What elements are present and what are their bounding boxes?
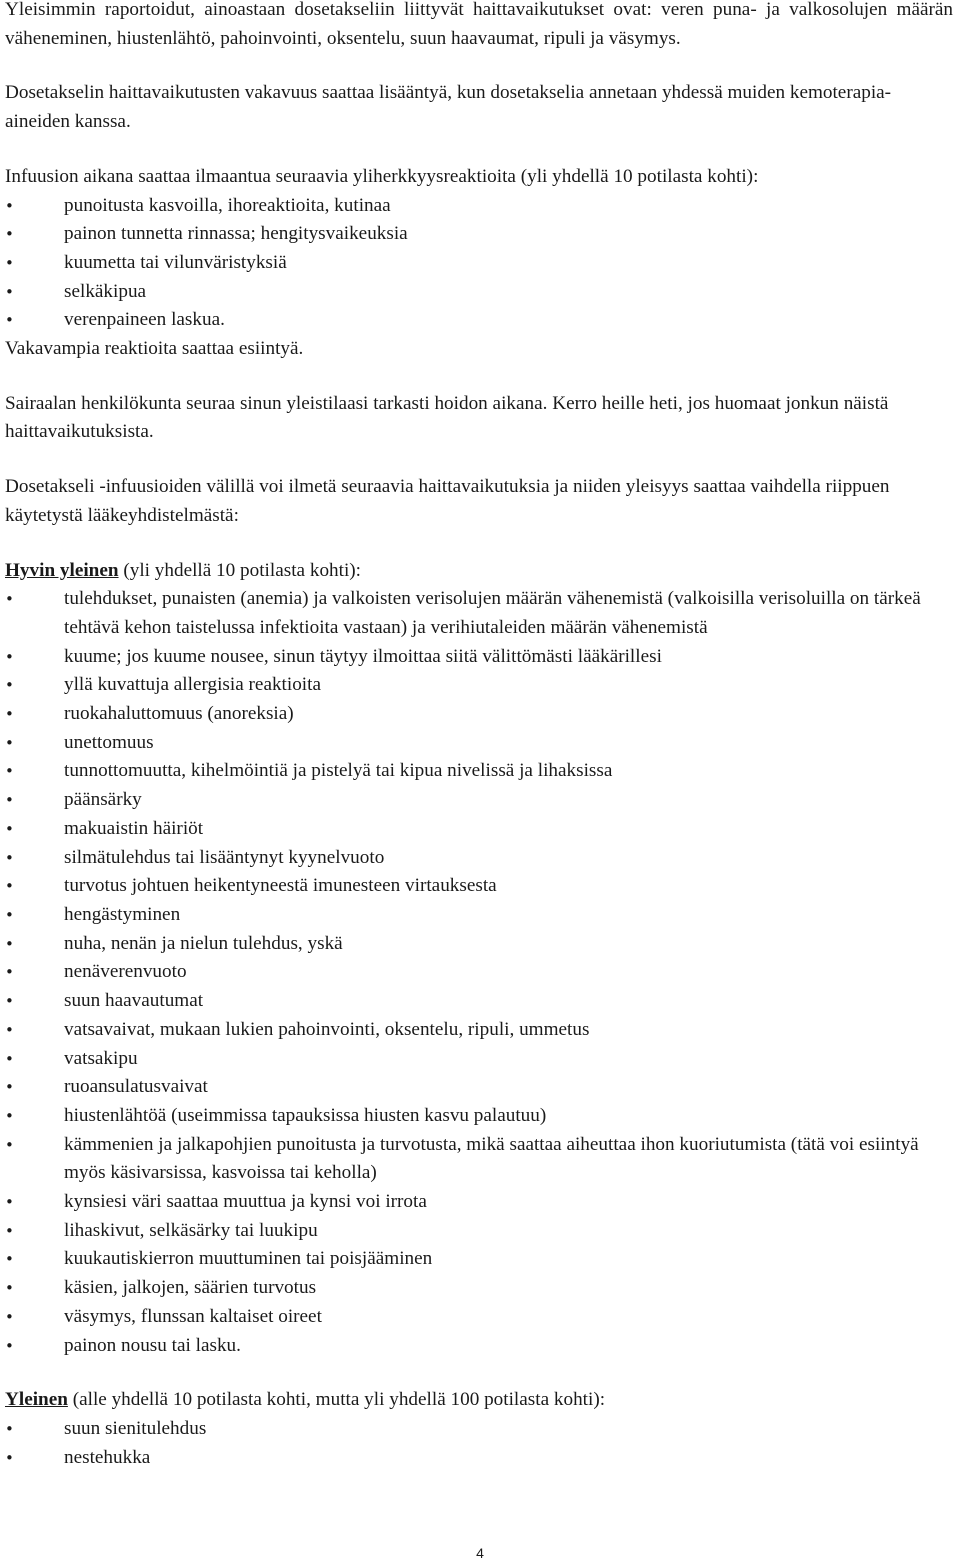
bullet-icon: • <box>5 791 14 810</box>
list-item <box>5 930 953 959</box>
list-item <box>5 1102 953 1131</box>
list-item-text: painon nousu tai lasku. <box>64 1334 241 1356</box>
list-item-text: verenpaineen laskua. <box>64 309 225 331</box>
bullet-icon: • <box>5 963 14 982</box>
list-item-text: käsien, jalkojen, säärien turvotus <box>64 1277 317 1299</box>
list-item-text: päänsärky <box>64 789 142 811</box>
list-item <box>5 1016 953 1045</box>
bullet-icon: • <box>5 1419 14 1438</box>
bullet-icon: • <box>5 934 14 953</box>
list-item <box>5 1303 953 1332</box>
bullet-icon: • <box>5 733 14 752</box>
bullet-icon: • <box>5 1307 14 1326</box>
bullet-icon: • <box>5 877 14 896</box>
bullet-icon: • <box>5 1135 14 1154</box>
list-item-text: silmätulehdus tai lisääntynyt kyynelvuoto <box>64 846 385 868</box>
list-item-text: painon tunnetta rinnassa; hengitysvaikeuksia <box>64 223 408 245</box>
list-item <box>5 1274 953 1303</box>
very-common-heading-label: Hyvin yleinen <box>5 559 119 581</box>
paragraph-staff-monitoring: Sairaalan henkilökunta seuraa sinun yleistilaasi tarkasti hoidon aikana. Kerro heille heti, jos huomaat jonkun näistä haittavaikutuksista. <box>5 392 889 443</box>
list-item <box>5 1332 953 1361</box>
bullet-icon: • <box>5 1250 14 1269</box>
page-number: 4 <box>476 1545 484 1561</box>
bullet-icon: • <box>5 1020 14 1039</box>
list-item <box>5 249 953 278</box>
list-item <box>5 1245 953 1274</box>
list-item-text: väsymys, flunssan kaltaiset oireet <box>64 1305 322 1327</box>
bullet-icon: • <box>5 196 14 215</box>
bullet-icon: • <box>5 1049 14 1068</box>
bullet-icon: • <box>5 253 14 272</box>
document-page <box>5 0 953 1472</box>
bullet-icon: • <box>5 647 14 666</box>
bullet-icon: • <box>5 762 14 781</box>
list-item <box>5 192 953 221</box>
very-common-side-effects-list <box>5 585 953 1360</box>
list-item-text: selkäkipua <box>64 280 147 302</box>
list-item <box>5 872 953 901</box>
list-item <box>5 1415 953 1444</box>
list-item-text: unettomuus <box>64 731 154 753</box>
list-item-text: suun haavautumat <box>64 990 204 1012</box>
list-item-text: hiustenlähtöä (useimmissa tapauksissa hiusten kasvu palautuu) <box>64 1104 547 1126</box>
list-item <box>5 987 953 1016</box>
list-item <box>5 958 953 987</box>
list-item-text: kuume; jos kuume nousee, sinun täytyy ilmoittaa siitä välittömästi lääkärillesi <box>64 645 662 667</box>
list-item-text: kuukautiskierron muuttuminen tai poisjääminen <box>64 1248 433 1270</box>
bullet-icon: • <box>5 1193 14 1212</box>
list-item <box>5 729 953 758</box>
paragraph-between-infusions: Dosetakseli -infuusioiden välillä voi ilmetä seuraavia haittavaikutuksia ja niiden yleisyys saattaa vaihdella riippuen käytetystä lääkeyhdistelmästä: <box>5 476 890 526</box>
list-item-text: tunnottomuutta, kihelmöintiä ja pistelyä tai kipua nivelissä ja lihaksissa <box>64 760 613 782</box>
list-item-text: ruoansulatusvaivat <box>64 1076 208 1098</box>
list-item-text: kuumetta tai vilunväristyksiä <box>64 251 287 273</box>
bullet-icon: • <box>5 676 14 695</box>
paragraph-serious-reactions: Vakavampia reaktioita saattaa esiintyä. <box>5 338 304 360</box>
list-item <box>5 220 953 249</box>
list-item-text: turvotus johtuen heikentyneestä imunesteen virtauksesta <box>64 875 497 897</box>
list-item <box>5 844 953 873</box>
list-item <box>5 815 953 844</box>
list-item-text: nenäverenvuoto <box>64 961 187 983</box>
list-item-text: vatsakipu <box>64 1047 138 1069</box>
list-item <box>5 786 953 815</box>
paragraph-common-side-effects: Yleisimmin raportoidut, ainoastaan dosetakseliin liittyvät haittavaikutukset ovat: veren puna- ja valkosolujen määrän väheneminen, hiustenlähtö, pahoinvointi, oksentelu, suun haavaumat, ripuli ja väsymys. <box>5 0 953 49</box>
bullet-icon: • <box>5 590 14 609</box>
bullet-icon: • <box>5 282 14 301</box>
list-item-text: suun sienitulehdus <box>64 1417 207 1439</box>
bullet-icon: • <box>5 1336 14 1355</box>
list-item-text: ruokahaluttomuus (anoreksia) <box>64 703 294 725</box>
list-item-text: hengästyminen <box>64 903 181 925</box>
list-item <box>5 1073 953 1102</box>
list-item-text: nestehukka <box>64 1446 151 1468</box>
list-item-text: lihaskivut, selkäsärky tai luukipu <box>64 1219 318 1241</box>
list-item-text: tulehdukset, punaisten (anemia) ja valkoisten verisolujen määrän vähenemistä (valkoisilla verisoluilla on tärkeä tehtävä kehon taistelussa infektioita vastaan) ja verihiutaleiden määrän vähenemistä <box>64 588 921 638</box>
list-item-text: kynsiesi väri saattaa muuttua ja kynsi voi irrota <box>64 1191 427 1213</box>
paragraph-severity-note: Dosetakselin haittavaikutusten vakavuus saattaa lisääntyä, kun dosetakselia annetaan yhdessä muiden kemoterapia-aineiden kanssa. <box>5 82 892 133</box>
list-item <box>5 1188 953 1217</box>
bullet-icon: • <box>5 905 14 924</box>
list-item-text: vatsavaivat, mukaan lukien pahoinvointi, oksentelu, ripuli, ummetus <box>64 1018 590 1040</box>
bullet-icon: • <box>5 311 14 330</box>
list-item <box>5 1131 953 1188</box>
bullet-icon: • <box>5 1279 14 1298</box>
list-item <box>5 585 953 642</box>
list-item <box>5 306 953 335</box>
list-item <box>5 1444 953 1473</box>
bullet-icon: • <box>5 1078 14 1097</box>
list-item-text: kämmenien ja jalkapohjien punoitusta ja turvotusta, mikä saattaa aiheuttaa ihon kuoriutumista (tätä voi esiintyä myös käsivarsissa, kasvoissa tai keholla) <box>64 1133 919 1184</box>
list-item <box>5 901 953 930</box>
bullet-icon: • <box>5 225 14 244</box>
list-item <box>5 278 953 307</box>
list-item-text: makuaistin häiriöt <box>64 817 204 839</box>
list-item <box>5 671 953 700</box>
very-common-heading-frequency: (yli yhdellä 10 potilasta kohti): <box>118 559 362 581</box>
bullet-icon: • <box>5 1106 14 1125</box>
bullet-icon: • <box>5 1221 14 1240</box>
common-heading-label: Yleinen <box>5 1389 68 1411</box>
common-side-effects-list <box>5 1415 953 1472</box>
list-item <box>5 1045 953 1074</box>
list-item-text: punoitusta kasvoilla, ihoreaktioita, kutinaa <box>64 194 391 216</box>
list-item <box>5 700 953 729</box>
bullet-icon: • <box>5 1448 14 1467</box>
bullet-icon: • <box>5 992 14 1011</box>
bullet-icon: • <box>5 819 14 838</box>
common-heading <box>5 1386 953 1415</box>
bullet-icon: • <box>5 848 14 867</box>
list-item-text: nuha, nenän ja nielun tulehdus, yskä <box>64 932 343 954</box>
common-heading-frequency: (alle yhdellä 10 potilasta kohti, mutta yli yhdellä 100 potilasta kohti): <box>67 1389 606 1411</box>
list-item <box>5 757 953 786</box>
list-item-text: yllä kuvattuja allergisia reaktioita <box>64 674 321 696</box>
list-item <box>5 1217 953 1246</box>
very-common-heading <box>5 557 953 586</box>
list-item <box>5 643 953 672</box>
paragraph-infusion-reactions-intro: Infuusion aikana saattaa ilmaantua seuraavia yliherkkyysreaktioita (yli yhdellä 10 potilasta kohti): <box>5 165 759 187</box>
bullet-icon: • <box>5 705 14 724</box>
infusion-reactions-list <box>5 192 953 336</box>
